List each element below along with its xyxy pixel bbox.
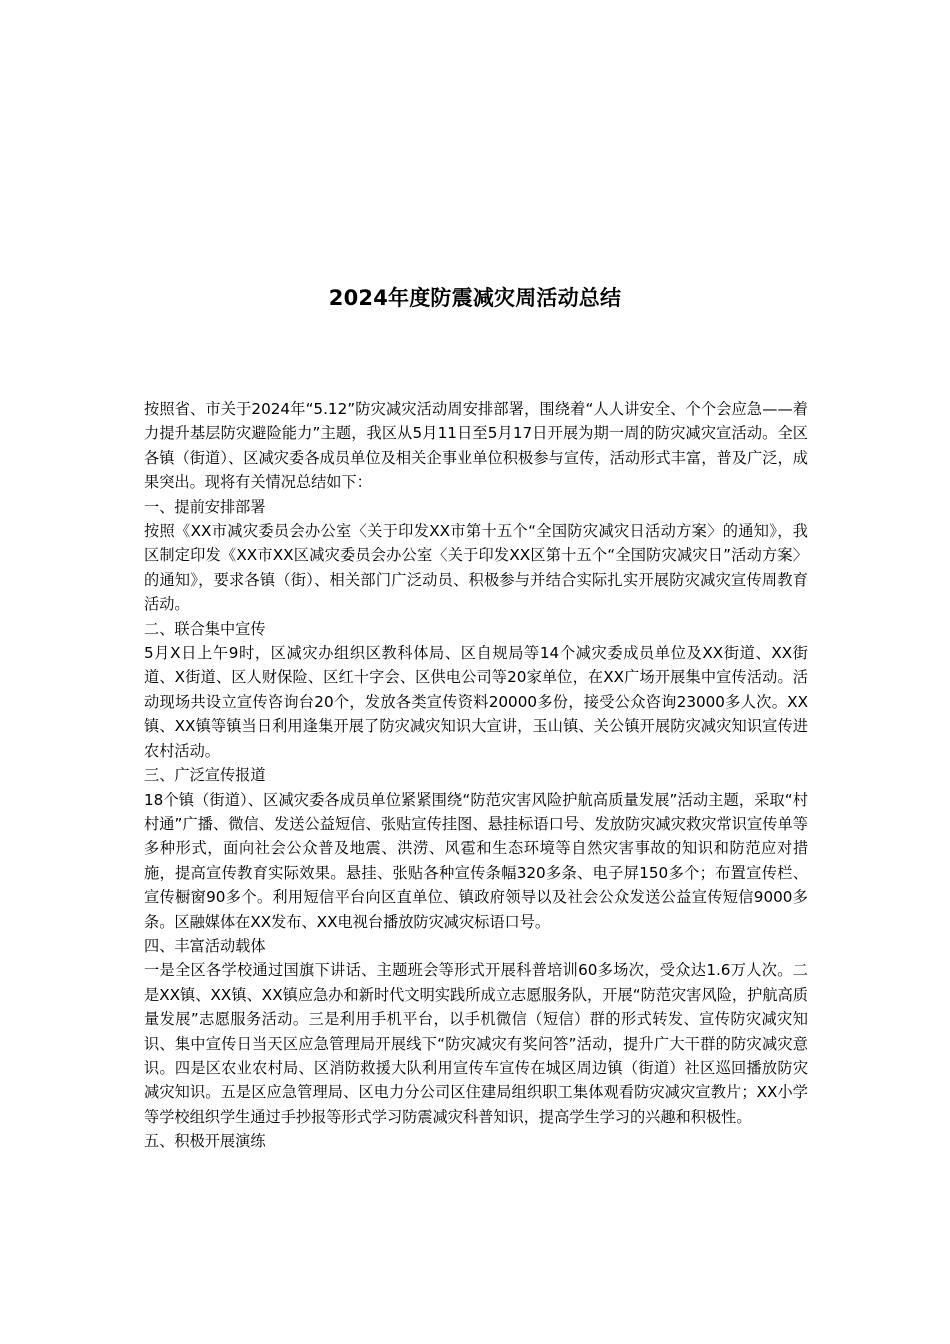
section-heading-5: 五、积极开展演练 [144, 1132, 266, 1151]
section-paragraph-4: 一是全区各学校通过国旗下讲话、主题班会等形式开展科普培训60多场次，受众达1.6万人次。二是XX镇、XX镇、XX镇应急办和新时代文明实践所成立志愿服务队，开展“防范灾害风险，护航高质量发展”志愿服务活动。三是利用手机平台，以手机微信（短信）群的形式转发、宣传防灾减灾知识、集中宣传日当天区应急管理局开展线下“防灾减灾有奖问答”活动，提升广大干群的防灾减灾意识。四是区农业农村局、区消防救援大队利用宣传车宣传在城区周边镇（街道）社区巡回播放防灾减灾知识。五是区应急管理局、区电力分公司区住建局组织职工集体观看防灾减灾宣教片；XX小学等学校组织学生通过手抄报等形式学习防震减灾科普知识，提高学生学习的兴趣和积极性。 [144, 961, 808, 1126]
section-heading-4: 四、丰富活动载体 [144, 936, 266, 955]
section-paragraph-1: 按照《XX市减灾委员会办公室〈关于印发XX市第十五个“全国防灾减灾日活动方案〉的通知》，我区制定印发《XX市XX区减灾委员会办公室〈关于印发XX区第十五个“全国防灾减灾日”活动方案〉的通知》，要求各镇（街）、相关部门广泛动员、积极参与并结合实际扎实开展防灾减灾宣传周教育活动。 [144, 522, 808, 614]
document-body [144, 397, 808, 1154]
intro-paragraph: 按照省、市关于2024年“5.12”防灾减灾活动周安排部署，围绕着“人人讲安全、个个会应急——着力提升基层防灾避险能力”主题，我区从5月11日至5月17日开展为期一周的防灾减灾宣活动。全区各镇（街道）、区减灾委各成员单位及相关企事业单位积极参与宣传，活动形式丰富，普及广泛，成果突出。现将有关情况总结如下： [144, 400, 808, 492]
section-heading-1: 一、提前安排部署 [144, 497, 266, 516]
section-paragraph-2: 5月X日上午9时，区减灾办组织区教科体局、区自规局等14个减灾委成员单位及XX街道、XX街道、X街道、区人财保险、区红十字会、区供电公司等20家单位，在XX广场开展集中宣传活动。活动现场共设立宣传咨询台20个，发放各类宣传资料20000多份，接受公众咨询23000多人次。XX镇、XX镇等镇当日利用逢集开展了防灾减灾知识大宣讲，玉山镇、关公镇开展防灾减灾知识宣传进农村活动。 [144, 644, 808, 760]
section-heading-2: 二、联合集中宣传 [144, 619, 266, 638]
section-heading-3: 三、广泛宣传报道 [144, 766, 266, 785]
section-paragraph-3: 18个镇（街道）、区减灾委各成员单位紧紧围绕“防范灾害风险护航高质量发展”活动主题，采取“村村通”广播、微信、发送公益短信、张贴宣传挂图、悬挂标语口号、发放防灾减灾救灾常识宣传单等多种形式，面向社会公众普及地震、洪涝、风雹和生态环境等自然灾害事故的知识和防范应对措施，提高宣传教育实际效果。悬挂、张贴各种宣传条幅320多条、电子屏150多个；布置宣传栏、宣传橱窗90多个。利用短信平台向区直单位、镇政府领导以及社会公众发送公益宣传短信9000多条。区融媒体在XX发布、XX电视台播放防灾减灾标语口号。 [144, 790, 808, 931]
document-title: 2024年度防震减灾周活动总结 [328, 286, 622, 310]
